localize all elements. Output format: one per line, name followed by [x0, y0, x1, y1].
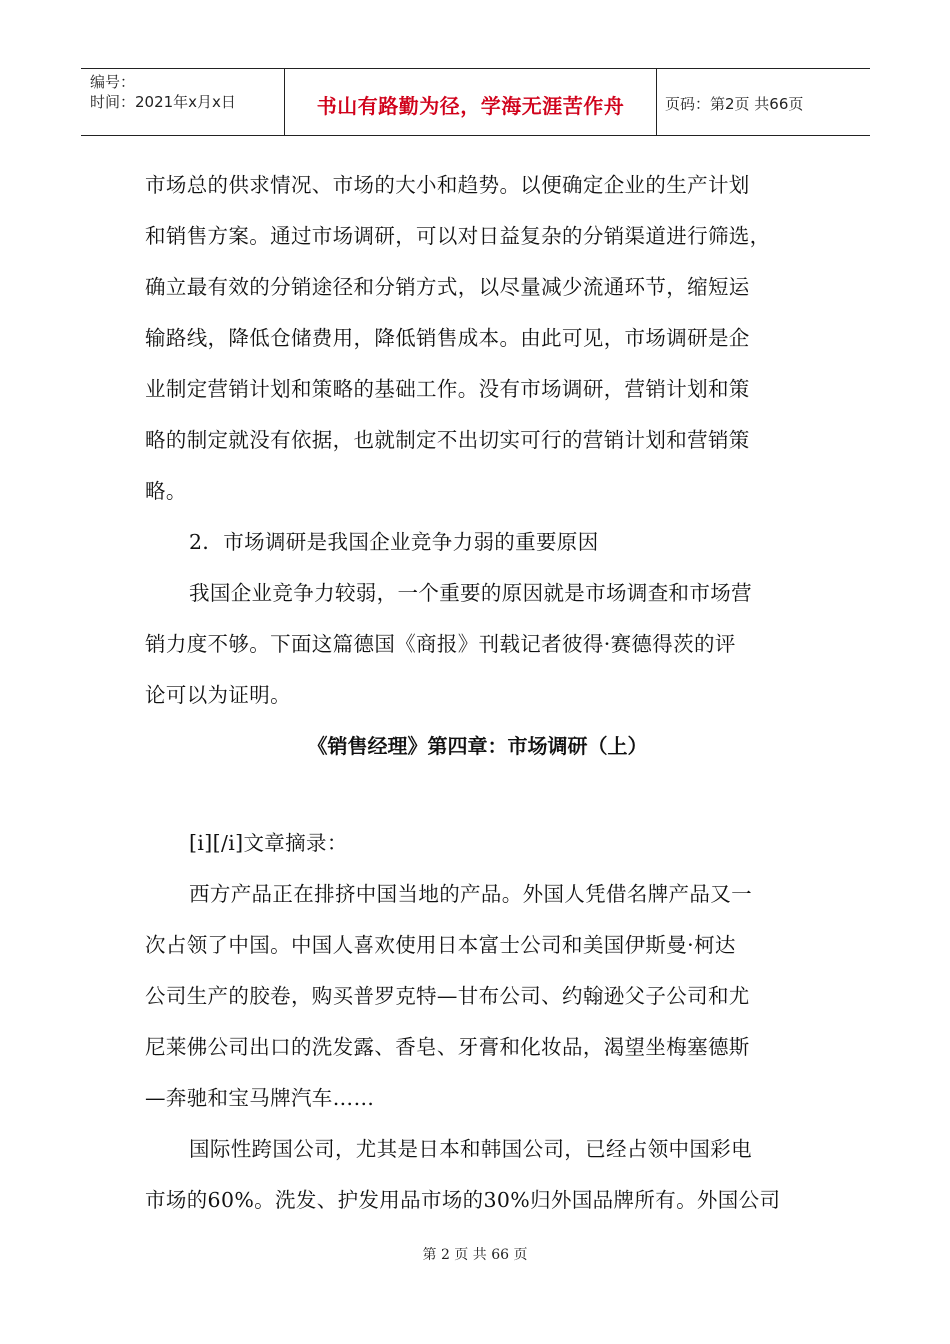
header-page-info: 页码：第2页 共66页 [665, 94, 804, 113]
paragraph-line: 西方产品正在排挤中国当地的产品。外国人凭借名牌产品又一 [189, 882, 752, 906]
paragraph-line: 略的制定就没有依据，也就制定不出切实可行的营销计划和营销策 [145, 428, 750, 452]
paragraph-line: 输路线，降低仓储费用，降低销售成本。由此可见，市场调研是企 [145, 326, 750, 350]
paragraph-line: 次占领了中国。中国人喜欢使用日本富士公司和美国伊斯曼·柯达 [145, 933, 736, 957]
excerpt-label: [i][/i]文章摘录： [189, 831, 348, 855]
paragraph-line: 市场的60%。洗发、护发用品市场的30%归外国品牌所有。外国公司 [145, 1188, 781, 1212]
header-motto: 书山有路勤为径，学海无涯苦作舟 [284, 69, 657, 135]
paragraph-line: 公司生产的胶卷，购买普罗克特—甘布公司、约翰逊父子公司和尤 [145, 984, 750, 1008]
document-header [81, 68, 870, 136]
header-number-label: 编号： [90, 73, 136, 91]
paragraph-line: —奔驰和宝马牌汽车…… [145, 1086, 375, 1110]
page-footer: 第 2 页 共 66 页 [422, 1247, 528, 1263]
paragraph-line: 销力度不够。下面这篇德国《商报》刊载记者彼得·赛德得茨的评 [145, 632, 736, 656]
paragraph-line: 和销售方案。通过市场调研，可以对日益复杂的分销渠道进行筛选， [145, 224, 771, 248]
blank-line [145, 772, 810, 818]
paragraph-line: 论可以为证明。 [145, 683, 291, 707]
chapter-heading: 《销售经理》第四章：市场调研（上） [307, 734, 648, 758]
paragraph-line: 我国企业竞争力较弱，一个重要的原因就是市场调查和市场营 [189, 581, 752, 605]
paragraph-line: 市场总的供求情况、市场的大小和趋势。以便确定企业的生产计划 [145, 173, 750, 197]
header-date: 时间：2021年x月x日 [90, 93, 236, 111]
paragraph-line: 确立最有效的分销途径和分销方式，以尽量减少流通环节，缩短运 [145, 275, 750, 299]
paragraph-line: 略。 [145, 479, 187, 503]
paragraph-line: 尼莱佛公司出口的洗发露、香皂、牙膏和化妆品，渴望坐梅塞德斯 [145, 1035, 750, 1059]
header-meta [81, 69, 284, 135]
document-body [145, 160, 810, 1226]
paragraph-line: 业制定营销计划和策略的基础工作。没有市场调研，营销计划和策 [145, 377, 750, 401]
section-subheading: 2．市场调研是我国企业竞争力弱的重要原因 [189, 530, 599, 554]
paragraph-line: 国际性跨国公司，尤其是日本和韩国公司，已经占领中国彩电 [189, 1137, 752, 1161]
